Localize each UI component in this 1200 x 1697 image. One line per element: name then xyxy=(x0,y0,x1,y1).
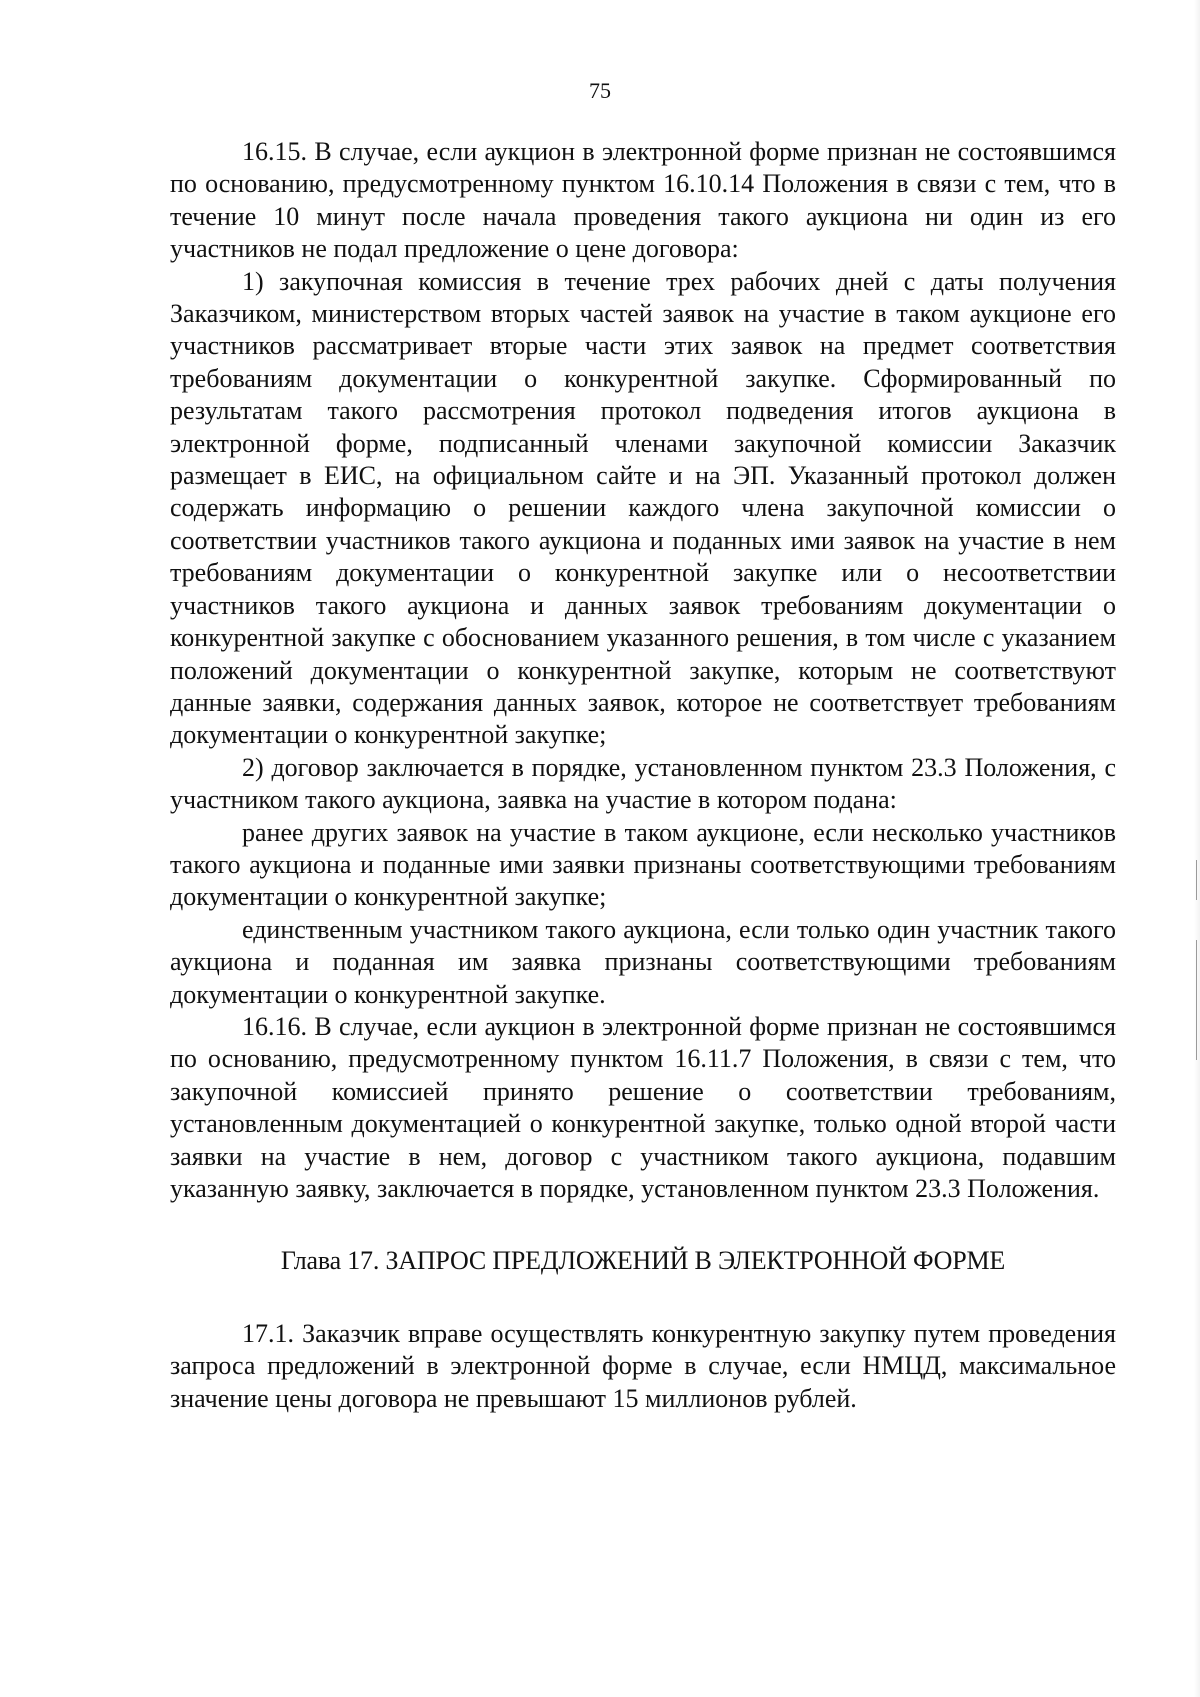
paragraph-16-15: 16.15. В случае, если аукцион в электронной форме признан не состоявшимся по основанию, предусмотренному пунктом 16.10.14 Положения в связи с тем, что в течение 10 минут после начала проведения такого аукциона ни один из его участников не подал предложение о цене договора: xyxy=(170,137,1116,264)
scan-mark xyxy=(1196,940,1197,1060)
scan-edge xyxy=(1194,0,1200,1697)
paragraph-16-16: 16.16. В случае, если аукцион в электронной форме признан не состоявшимся по основанию, предусмотренному пунктом 16.11.7 Положения, в связи с тем, что закупочной комиссией принято решение о соответствии требованиям, установленным документацией о конкурентной закупке, только одной второй части заявки на участие в нем, договор с участником такого аукциона, подавшим указанную заявку, заключается в порядке, установленном пунктом 23.3 Положения. xyxy=(170,1011,1116,1203)
document-body xyxy=(170,136,1116,1415)
paragraph-item-2: 2) договор заключается в порядке, установленном пунктом 23.3 Положения, с участником такого аукциона, заявка на участие в котором подана: xyxy=(170,752,1116,815)
paragraph-item-1: 1) закупочная комиссия в течение трех рабочих дней с даты получения Заказчиком, министерством вторых частей заявок на участие в таком аукционе его участников рассматривает вторые части этих заявок на предмет соответствия требованиям документации о конкурентной закупке. Сформированный по результатам такого рассмотрения протокол подведения итогов аукциона в электронной форме, подписанный членами закупочной комиссии Заказчик размещает в ЕИС, на официальном сайте и на ЭП. Указанный протокол должен содержать информацию о решении каждого члена закупочной комиссии о соответствии участников такого аукциона и поданных ими заявок на участие в нем требованиям документации о конкурентной закупке или о несоответствии участников такого аукциона и данных заявок требованиям документации о конкурентной закупке с обоснованием указанного решения, в том числе с указанием положений документации о конкурентной закупке, которым не соответствуют данные заявки, содержания данных заявок, которое не соответствует требованиям документации о конкурентной закупке; xyxy=(170,266,1116,750)
chapter-heading: Глава 17. ЗАПРОС ПРЕДЛОЖЕНИЙ В ЭЛЕКТРОННОЙ ФОРМЕ xyxy=(280,1246,1006,1276)
page-number: 75 xyxy=(589,78,611,103)
paragraph-sub-single: единственным участником такого аукциона, если только один участник такого аукциона и поданная им заявка признаны соответствующими требованиям документации о конкурентной закупке. xyxy=(170,914,1116,1009)
paragraph-sub-earlier: ранее других заявок на участие в таком аукционе, если несколько участников такого аукциона и поданные ими заявки признаны соответствующими требованиям документации о конкурентной закупке; xyxy=(170,817,1116,912)
paragraph-17-1: 17.1. Заказчик вправе осуществлять конкурентную закупку путем проведения запроса предложений в электронной форме в случае, если НМЦД, максимальное значение цены договора не превышают 15 миллионов рублей. xyxy=(170,1318,1116,1413)
scan-mark xyxy=(1196,860,1197,900)
